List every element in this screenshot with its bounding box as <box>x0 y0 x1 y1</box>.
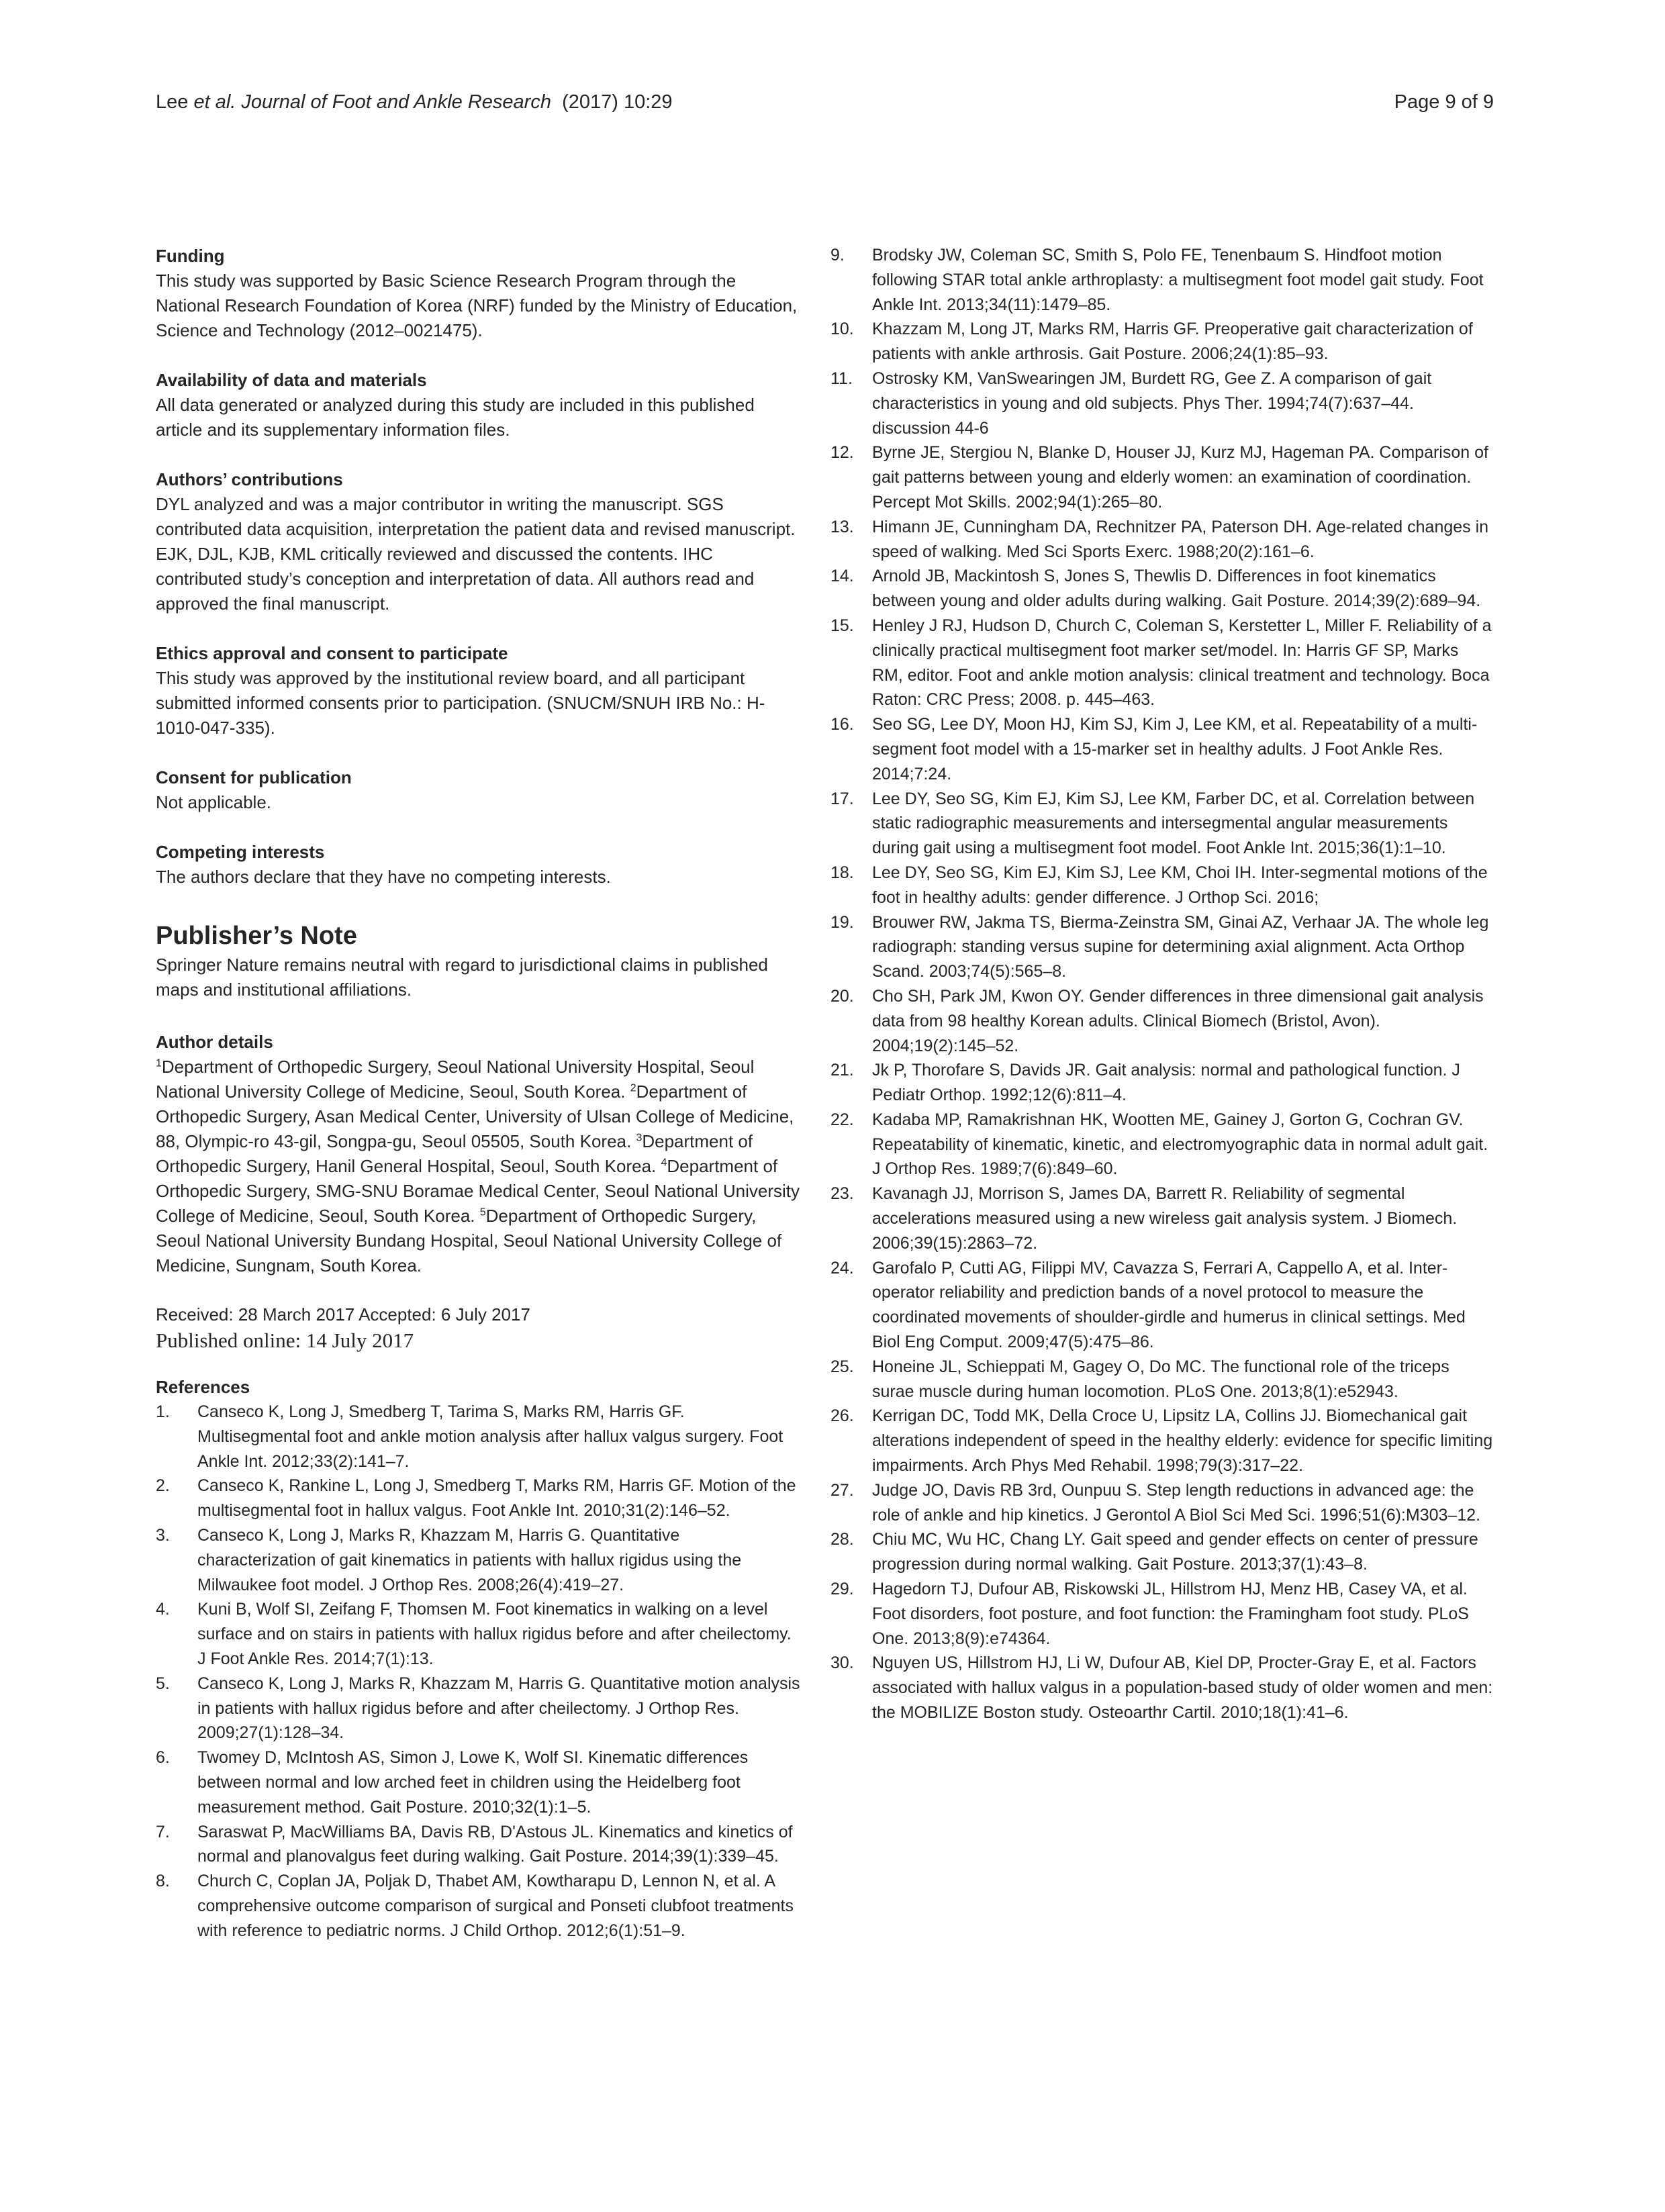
reference-text: Church C, Coplan JA, Poljak D, Thabet AM, Kowtharapu D, Lennon N, et al. A comprehensive outcome comparison of surgical and Ponseti clubfoot treatments with reference to pediatric norms. J Child Orthop. 2012;6(1):51–9. <box>197 1872 794 1940</box>
reference-text: Judge JO, Davis RB 3rd, Ounpuu S. Step length reductions in advanced age: the role of ankle and hip kinetics. J Gerontol A Biol Sci Med Sci. 1996;51(6):M303–12. <box>872 1480 1481 1525</box>
reference-text: Canseco K, Long J, Smedberg T, Tarima S, Marks RM, Harris GF. Multisegmental foot and ankle motion analysis after hallux valgus surgery. Foot Ankle Int. 2012;33(2):141–7. <box>197 1402 783 1471</box>
reference-item <box>830 1404 1494 1478</box>
reference-item <box>830 1256 1494 1355</box>
reference-number: 14. <box>830 567 854 586</box>
reference-item <box>830 984 1494 1058</box>
affiliation-sup-3: 3 <box>636 1132 643 1144</box>
reference-item <box>830 787 1494 861</box>
running-head-citation: (2017) 10:29 <box>551 91 673 113</box>
affiliation-sup-4: 4 <box>661 1157 667 1169</box>
reference-number: 16. <box>830 715 854 734</box>
reference-text: Hagedorn TJ, Dufour AB, Riskowski JL, Hillstrom HJ, Menz HB, Casey VA, et al. Foot disorders, foot posture, and foot function: the Framingham foot study. PLoS One. 2013;8(9):e74364. <box>872 1580 1469 1648</box>
reference-item <box>830 1577 1494 1651</box>
reference-number: 29. <box>830 1580 854 1599</box>
reference-item <box>156 1597 800 1671</box>
reference-item <box>830 1478 1494 1528</box>
reference-text: Kerrigan DC, Todd MK, Della Croce U, Lipsitz LA, Collins JJ. Biomechanical gait alterations independent of speed in the healthy elderly: evidence for specific limiting impairments. Arch Phys Med Rehabil. 1998;79(3):317–22. <box>872 1406 1493 1476</box>
reference-item <box>156 1869 800 1943</box>
reference-number: 20. <box>830 986 854 1006</box>
reference-item <box>830 317 1494 367</box>
reference-item <box>830 1108 1494 1182</box>
reference-number: 17. <box>830 789 854 808</box>
reference-item <box>830 1182 1494 1255</box>
contributions-heading: Authors’ contributions <box>156 469 343 489</box>
funding-text: This study was supported by Basic Science Research Program through the National Research Foundation of Korea (NRF) funded by the Ministry of Education, Science and Technology (2012–0021475). <box>156 271 798 340</box>
reference-number: 19. <box>830 912 854 932</box>
left-column <box>156 243 800 1943</box>
author-details-section <box>156 1029 800 1278</box>
reference-text: Canseco K, Rankine L, Long J, Smedberg T, Marks RM, Harris GF. Motion of the multisegmental foot in hallux valgus. Foot Ankle Int. 2010;31(2):146–52. <box>197 1476 796 1521</box>
running-head <box>156 89 673 115</box>
reference-number: 10. <box>830 320 854 339</box>
reference-number: 26. <box>830 1406 854 1426</box>
consent-text: Not applicable. <box>156 792 271 812</box>
reference-text: Honeine JL, Schieppati M, Gagey O, Do MC. The functional role of the triceps surae muscle during human locomotion. PLoS One. 2013;8(1):e52943. <box>872 1357 1449 1401</box>
reference-text: Kadaba MP, Ramakrishnan HK, Wootten ME, Gainey J, Gorton G, Cochran GV. Repeatability of kinematic, kinetic, and electromyographic data in normal adult gait. J Orthop Res. 1989;7(6):849–60. <box>872 1110 1488 1179</box>
reference-number: 15. <box>830 616 854 635</box>
reference-number: 13. <box>830 517 854 536</box>
funding-section <box>156 243 800 343</box>
reference-item <box>830 1527 1494 1577</box>
competing-heading: Competing interests <box>156 842 325 862</box>
affiliation-3: Department of Orthopedic Surgery, Hanil General Hospital, Seoul, South Korea. <box>156 1131 753 1176</box>
ethics-heading: Ethics approval and consent to participate <box>156 643 508 663</box>
reference-item <box>830 614 1494 712</box>
reference-number: 21. <box>830 1061 854 1080</box>
competing-text: The authors declare that they have no competing interests. <box>156 867 611 887</box>
reference-text: Twomey D, McIntosh AS, Simon J, Lowe K, Wolf SI. Kinematic differences between normal and low arched feet in children using the Heidelberg foot measurement method. Gait Posture. 2010;32(1):1–5. <box>197 1748 749 1817</box>
references-heading: References <box>156 1377 250 1397</box>
reference-text: Lee DY, Seo SG, Kim EJ, Kim SJ, Lee KM, Choi IH. Inter-segmental motions of the foot in healthy adults: gender difference. J Orthop Sci. 2016; <box>872 863 1488 907</box>
received-accepted-dates: Received: 28 March 2017 Accepted: 6 July 2017 <box>156 1304 530 1325</box>
reference-item <box>830 1355 1494 1404</box>
reference-text: Seo SG, Lee DY, Moon HJ, Kim SJ, Kim J, Lee KM, et al. Repeatability of a multi-segment foot model with a 15-marker set in healthy adults. J Foot Ankle Res. 2014;7:24. <box>872 715 1478 783</box>
reference-text: Canseco K, Long J, Marks R, Khazzam M, Harris G. Quantitative motion analysis in patients with hallux rigidus before and after cheilectomy. J Orthop Res. 2009;27(1):128–34. <box>197 1674 800 1743</box>
affiliation-4: Department of Orthopedic Surgery, SMG-SNU Boramae Medical Center, Seoul National University College of Medicine, Seoul, South Korea. <box>156 1156 800 1226</box>
running-head-etal: et al. <box>193 91 236 113</box>
page-header <box>156 89 1494 122</box>
reference-item <box>830 243 1494 317</box>
reference-item <box>156 1400 800 1474</box>
reference-number: 25. <box>830 1357 854 1376</box>
reference-number: 8. <box>156 1872 170 1891</box>
author-details-text <box>156 1055 800 1278</box>
reference-item <box>830 910 1494 984</box>
reference-text: Nguyen US, Hillstrom HJ, Li W, Dufour AB, Kiel DP, Procter-Gray E, et al. Factors associated with hallux valgus in a population-based study of older women and men: the MOBILIZE Boston study. Osteoarthr Cartil. 2010;18(1):41–6. <box>872 1653 1493 1723</box>
running-head-authors: Lee <box>156 91 194 113</box>
reference-text: Cho SH, Park JM, Kwon OY. Gender differences in three dimensional gait analysis data from 98 healthy Korean adults. Clinical Biomech (Bristol, Avon). 2004;19(2):145–52. <box>872 986 1484 1055</box>
reference-number: 7. <box>156 1822 170 1841</box>
author-details-heading: Author details <box>156 1032 273 1052</box>
reference-item <box>830 367 1494 440</box>
reference-number: 6. <box>156 1748 170 1768</box>
availability-text: All data generated or analyzed during this study are included in this published article and its supplementary information files. <box>156 395 755 440</box>
reference-text: Canseco K, Long J, Marks R, Khazzam M, Harris G. Quantitative characterization of gait kinematics in patients with hallux rigidus using the Milwaukee foot model. J Orthop Res. 2008;26(4):419–27. <box>197 1525 742 1594</box>
reference-item <box>156 1523 800 1597</box>
reference-item <box>156 1474 800 1523</box>
reference-item <box>830 1651 1494 1725</box>
reference-text: Byrne JE, Stergiou N, Blanke D, Houser JJ, Kurz MJ, Hageman PA. Comparison of gait patterns between young and elderly women: an examination of coordination. Percept Mot Skills. 2002;94(1):265–80. <box>872 443 1488 512</box>
publisher-note-heading: Publisher’s Note <box>156 922 357 950</box>
affiliation-1: Department of Orthopedic Surgery, Seoul National University Hospital, Seoul National University College of Medicine, Seoul, South Korea. <box>156 1057 755 1102</box>
contributions-text: DYL analyzed and was a major contributor in writing the manuscript. SGS contributed data acquisition, interpretation the patient data and revised manuscript. EJK, DJL, KJB, KML critically reviewed and discussed the contents. IHC contributed study’s conception and interpretation of data. All authors read and approved the final manuscript. <box>156 494 796 614</box>
publisher-note-section <box>156 919 800 1002</box>
availability-heading: Availability of data and materials <box>156 370 427 390</box>
reference-text: Kavanagh JJ, Morrison S, James DA, Barrett R. Reliability of segmental accelerations measured using a new wireless gait analysis system. J Biomech. 2006;39(15):2863–72. <box>872 1184 1458 1253</box>
reference-item <box>830 1058 1494 1108</box>
affiliation-5: Department of Orthopedic Surgery, Seoul National University Bundang Hospital, Seoul National University College of Medicine, Sungnam, South Korea. <box>156 1206 782 1276</box>
affiliation-2: Department of Orthopedic Surgery, Asan Medical Center, University of Ulsan College of Medicine, 88, Olympic-ro 43-gil, Songpa-gu, Seoul 05505, South Korea. <box>156 1081 794 1151</box>
affiliation-sup-2: 2 <box>630 1082 636 1094</box>
reference-text: Saraswat P, MacWilliams BA, Davis RB, D'Astous JL. Kinematics and kinetics of normal and planovalgus feet during walking. Gait Posture. 2014;39(1):339–45. <box>197 1822 793 1866</box>
page-number: Page 9 of 9 <box>1394 91 1494 113</box>
reference-number: 27. <box>830 1480 854 1500</box>
published-online-date: Published online: 14 July 2017 <box>156 1329 414 1352</box>
reference-number: 1. <box>156 1402 170 1421</box>
reference-item <box>830 564 1494 614</box>
right-column <box>830 243 1494 1725</box>
reference-item <box>830 712 1494 786</box>
reference-number: 11. <box>830 369 853 388</box>
references-list-right <box>830 243 1494 1725</box>
reference-item <box>156 1820 800 1870</box>
reference-number: 30. <box>830 1653 854 1673</box>
references-section <box>156 1374 800 1943</box>
reference-number: 3. <box>156 1525 170 1545</box>
reference-text: Lee DY, Seo SG, Kim EJ, Kim SJ, Lee KM, Farber DC, et al. Correlation between static radiographic measurements and intersegmental angular measurements during gait using a multisegment foot model. Foot Ankle Int. 2015;36(1):1–10. <box>872 789 1475 858</box>
reference-text: Arnold JB, Mackintosh S, Jones S, Thewlis D. Differences in foot kinematics between young and older adults during walking. Gait Posture. 2014;39(2):689–94. <box>872 567 1481 611</box>
reference-number: 18. <box>830 863 854 882</box>
reference-text: Henley J RJ, Hudson D, Church C, Coleman S, Kerstetter L, Miller F. Reliability of a clinically practical multisegment foot marker set/model. In: Harris GF SP, Marks RM, editor. Foot and ankle motion analysis: clinical treatment and technology. Boca Raton: CRC Press; 2008. p. 445–463. <box>872 616 1492 710</box>
reference-number: 24. <box>830 1258 854 1278</box>
reference-number: 22. <box>830 1110 854 1129</box>
reference-text: Kuni B, Wolf SI, Zeifang F, Thomsen M. Foot kinematics in walking on a level surface and on stairs in patients with hallux rigidus before and after cheilectomy. J Foot Ankle Res. 2014;7(1):13. <box>197 1600 792 1668</box>
reference-text: Khazzam M, Long JT, Marks RM, Harris GF. Preoperative gait characterization of patients with ankle arthrosis. Gait Posture. 2006;24(1):85–93. <box>872 320 1473 364</box>
reference-text: Ostrosky KM, VanSwearingen JM, Burdett RG, Gee Z. A comparison of gait characteristics in young and old subjects. Phys Ther. 1994;74(7):637–44. discussion 44-6 <box>872 369 1432 438</box>
running-head-journal: Journal of Foot and Ankle Research <box>236 91 551 113</box>
reference-text: Himann JE, Cunningham DA, Rechnitzer PA, Paterson DH. Age-related changes in speed of walking. Med Sci Sports Exerc. 1988;20(2):161–6. <box>872 517 1489 561</box>
affiliation-sup-5: 5 <box>479 1206 486 1218</box>
publisher-note-text: Springer Nature remains neutral with regard to jurisdictional claims in published maps and institutional affiliations. <box>156 955 768 1000</box>
consent-heading: Consent for publication <box>156 767 352 787</box>
reference-number: 5. <box>156 1674 170 1693</box>
affiliation-sup-1: 1 <box>156 1057 162 1069</box>
ethics-text: This study was approved by the institutional review board, and all participant submitted informed consents prior to participation. (SNUCM/SNUH IRB No.: H-1010-047-335). <box>156 668 765 738</box>
reference-text: Chiu MC, Wu HC, Chang LY. Gait speed and gender effects on center of pressure progression during normal walking. Gait Posture. 2013;37(1):43–8. <box>872 1530 1478 1574</box>
reference-text: Brouwer RW, Jakma TS, Bierma-Zeinstra SM, Ginai AZ, Verhaar JA. The whole leg radiograph: standing versus supine for determining axial alignment. Acta Orthop Scand. 2003;74(5):565–8. <box>872 912 1489 981</box>
contributions-section <box>156 467 800 616</box>
competing-section <box>156 839 800 889</box>
reference-item <box>156 1745 800 1819</box>
reference-text: Jk P, Thorofare S, Davids JR. Gait analysis: normal and pathological function. J Pediatr Orthop. 1992;12(6):811–4. <box>872 1061 1460 1105</box>
reference-item <box>156 1672 800 1745</box>
reference-number: 9. <box>830 246 845 265</box>
reference-number: 4. <box>156 1600 170 1619</box>
reference-number: 28. <box>830 1530 854 1549</box>
ethics-section <box>156 640 800 740</box>
reference-number: 12. <box>830 443 854 463</box>
reference-item <box>830 861 1494 910</box>
availability-section <box>156 367 800 442</box>
references-list-left <box>156 1400 800 1943</box>
reference-item <box>830 440 1494 514</box>
reference-item <box>830 515 1494 565</box>
reference-number: 23. <box>830 1184 854 1204</box>
consent-section <box>156 765 800 815</box>
funding-heading: Funding <box>156 246 225 266</box>
reference-text: Garofalo P, Cutti AG, Filippi MV, Cavazza S, Ferrari A, Cappello A, et al. Inter-operator reliability and prediction bands of a novel protocol to measure the coordinated movements of shoulder-girdle and humerus in clinical settings. Med Biol Eng Comput. 2009;47(5):475–86. <box>872 1258 1466 1352</box>
reference-text: Brodsky JW, Coleman SC, Smith S, Polo FE, Tenenbaum S. Hindfoot motion following STAR total ankle arthroplasty: a multisegment foot model gait study. Foot Ankle Int. 2013;34(11):1479–85. <box>872 246 1484 314</box>
dates-section <box>156 1302 800 1354</box>
reference-number: 2. <box>156 1476 170 1496</box>
